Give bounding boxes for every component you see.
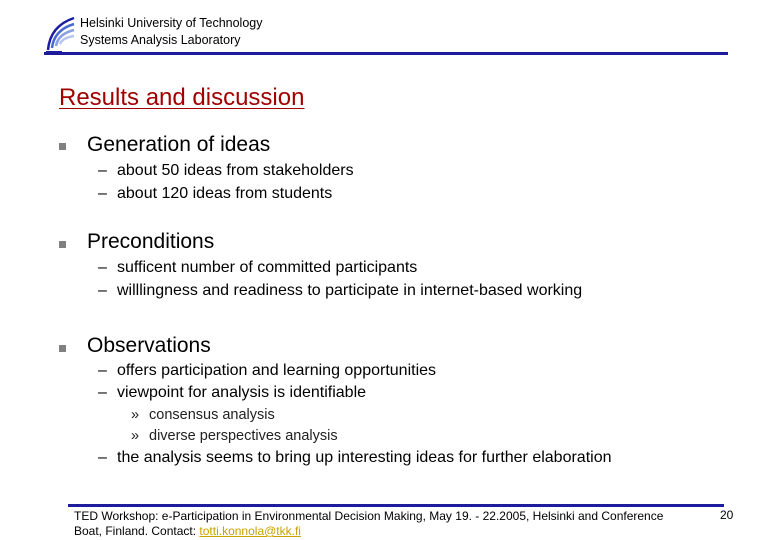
section-heading-preconditions: Preconditions (87, 230, 215, 253)
dash-marker: – (98, 362, 107, 379)
list-item: – viewpoint for analysis is identifiable (98, 384, 367, 401)
contact-email-link[interactable]: totti.konnola@tkk.fi (199, 524, 301, 538)
list-item: – sufficent number of committed participants (98, 259, 418, 276)
sub-list-item: » consensus analysis (131, 407, 275, 423)
dash-marker: – (98, 384, 107, 401)
sub-list-item: » diverse perspectives analysis (131, 428, 338, 444)
dash-marker: – (98, 282, 107, 299)
header-rule (44, 52, 728, 55)
dash-marker: – (98, 162, 107, 179)
dash-marker: – (98, 259, 107, 276)
organization-name (80, 15, 263, 49)
list-item: – offers participation and learning opportunities (98, 362, 437, 379)
list-item: – about 120 ideas from students (98, 185, 333, 202)
subbullet-marker: » (131, 407, 140, 423)
dash-marker: – (98, 449, 107, 466)
university-logo-icon (44, 14, 78, 54)
footer-text (74, 509, 722, 539)
section-heading-generation: Generation of ideas (87, 133, 271, 156)
page-number: 20 (720, 508, 734, 522)
section-heading-observations: Observations (87, 334, 211, 357)
org-line-2: Systems Analysis Laboratory (80, 33, 241, 47)
bullet-marker (59, 143, 66, 150)
footer-line-2: Boat, Finland. Contact: totti.konnola@tkk.fi (74, 524, 301, 538)
dash-marker: – (98, 185, 107, 202)
list-item: – willlingness and readiness to participate in internet-based working (98, 282, 583, 299)
subbullet-marker: » (131, 428, 140, 444)
footer-line-1: TED Workshop: e-Participation in Environmental Decision Making, May 19. - 22.2005, Helsinki and Conference (74, 509, 664, 523)
list-item: – the analysis seems to bring up interesting ideas for further elaboration (98, 449, 612, 466)
list-item: – about 50 ideas from stakeholders (98, 162, 354, 179)
footer-rule (68, 504, 724, 507)
bullet-marker (59, 241, 66, 248)
org-line-1: Helsinki University of Technology (80, 16, 263, 30)
bullet-marker (59, 345, 66, 352)
slide-title: Results and discussion (59, 84, 305, 111)
